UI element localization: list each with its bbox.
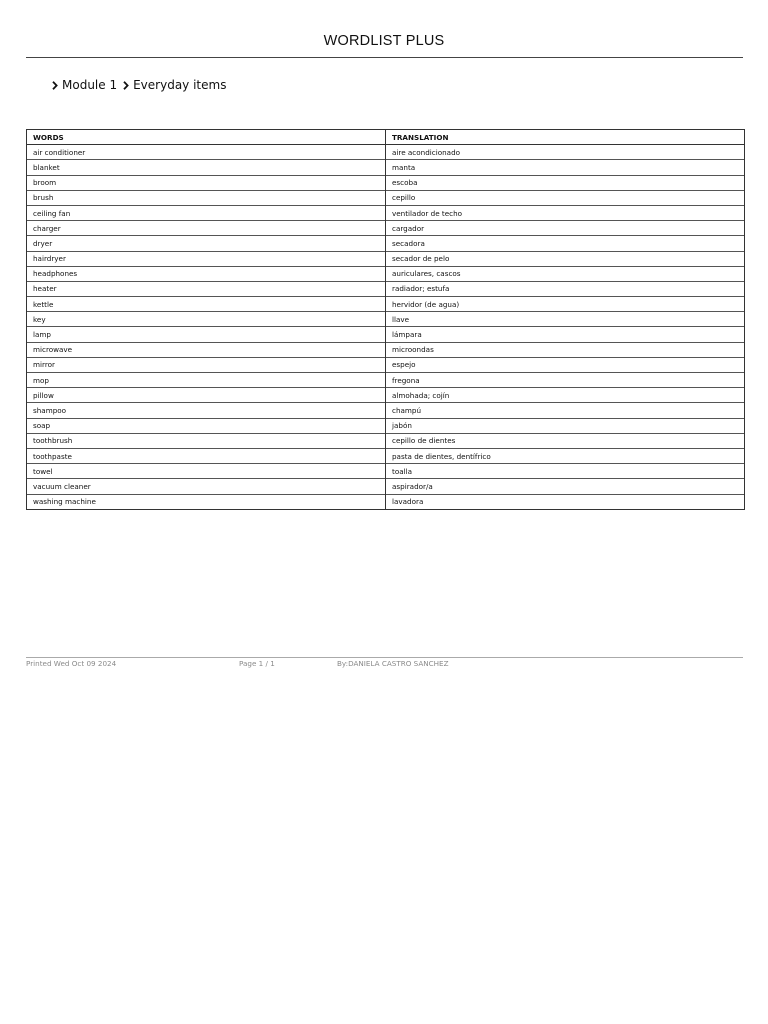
table-row <box>27 251 745 266</box>
word-cell: kettle <box>27 297 386 312</box>
translation-cell: radiador; estufa <box>386 281 745 296</box>
table-row <box>27 494 745 509</box>
translation-cell: manta <box>386 160 745 175</box>
table-row <box>27 418 745 433</box>
translation-cell: llave <box>386 312 745 327</box>
page-number: Page 1 / 1 <box>239 659 275 668</box>
table-row <box>27 312 745 327</box>
word-cell: key <box>27 312 386 327</box>
word-cell: brush <box>27 190 386 205</box>
table-row <box>27 373 745 388</box>
word-cell: ceiling fan <box>27 205 386 220</box>
column-header-translation: TRANSLATION <box>386 130 745 145</box>
translation-cell: ventilador de techo <box>386 205 745 220</box>
translation-cell: champú <box>386 403 745 418</box>
breadcrumb-label: Module 1 <box>62 78 118 92</box>
translation-cell: almohada; cojín <box>386 388 745 403</box>
footer-divider <box>26 657 743 658</box>
translation-cell: secador de pelo <box>386 251 745 266</box>
translation-cell: fregona <box>386 373 745 388</box>
translation-cell: auriculares, cascos <box>386 266 745 281</box>
table-row <box>27 479 745 494</box>
word-cell: vacuum cleaner <box>27 479 386 494</box>
printed-date: Printed Wed Oct 09 2024 <box>26 659 117 668</box>
table-row <box>27 388 745 403</box>
table-row <box>27 266 745 281</box>
translation-cell: cepillo <box>386 190 745 205</box>
table-row <box>27 160 745 175</box>
breadcrumb <box>52 78 232 92</box>
translation-cell: lavadora <box>386 494 745 509</box>
translation-cell: secadora <box>386 236 745 251</box>
table-row <box>27 175 745 190</box>
word-cell: toothbrush <box>27 433 386 448</box>
translation-cell: toalla <box>386 464 745 479</box>
column-header-words: WORDS <box>27 130 386 145</box>
word-cell: pillow <box>27 388 386 403</box>
translation-cell: jabón <box>386 418 745 433</box>
wordlist-table <box>26 129 745 510</box>
title-divider <box>26 57 743 58</box>
table-body <box>27 145 745 510</box>
word-cell: lamp <box>27 327 386 342</box>
word-cell: microwave <box>27 342 386 357</box>
table-header-row <box>27 130 745 145</box>
page-title: WORDLIST PLUS <box>323 33 445 49</box>
table-row <box>27 281 745 296</box>
word-cell: headphones <box>27 266 386 281</box>
word-cell: heater <box>27 281 386 296</box>
table-row <box>27 403 745 418</box>
translation-cell: escoba <box>386 175 745 190</box>
table-row <box>27 327 745 342</box>
translation-cell: cargador <box>386 221 745 236</box>
table-row <box>27 433 745 448</box>
word-cell: mirror <box>27 357 386 372</box>
table-row <box>27 297 745 312</box>
author-credit: By:DANIELA CASTRO SANCHEZ <box>337 659 449 668</box>
table-row <box>27 221 745 236</box>
word-cell: charger <box>27 221 386 236</box>
table-row <box>27 205 745 220</box>
chevron-right-icon <box>123 79 130 91</box>
word-cell: towel <box>27 464 386 479</box>
word-cell: hairdryer <box>27 251 386 266</box>
translation-cell: cepillo de dientes <box>386 433 745 448</box>
breadcrumb-label: Everyday items <box>133 78 227 92</box>
word-cell: shampoo <box>27 403 386 418</box>
chevron-right-icon <box>52 79 59 91</box>
translation-cell: lámpara <box>386 327 745 342</box>
table-row <box>27 448 745 463</box>
word-cell: washing machine <box>27 494 386 509</box>
translation-cell: pasta de dientes, dentífrico <box>386 448 745 463</box>
table-row <box>27 464 745 479</box>
table-row <box>27 236 745 251</box>
table-row <box>27 190 745 205</box>
translation-cell: aspirador/a <box>386 479 745 494</box>
word-cell: dryer <box>27 236 386 251</box>
word-cell: soap <box>27 418 386 433</box>
translation-cell: espejo <box>386 357 745 372</box>
translation-cell: hervidor (de agua) <box>386 297 745 312</box>
word-cell: blanket <box>27 160 386 175</box>
word-cell: mop <box>27 373 386 388</box>
breadcrumb-item-topic[interactable] <box>123 78 226 92</box>
table-row <box>27 357 745 372</box>
word-cell: air conditioner <box>27 145 386 160</box>
table-row <box>27 145 745 160</box>
translation-cell: microondas <box>386 342 745 357</box>
translation-cell: aire acondicionado <box>386 145 745 160</box>
word-cell: toothpaste <box>27 448 386 463</box>
breadcrumb-item-module[interactable] <box>52 78 117 92</box>
word-cell: broom <box>27 175 386 190</box>
table-row <box>27 342 745 357</box>
